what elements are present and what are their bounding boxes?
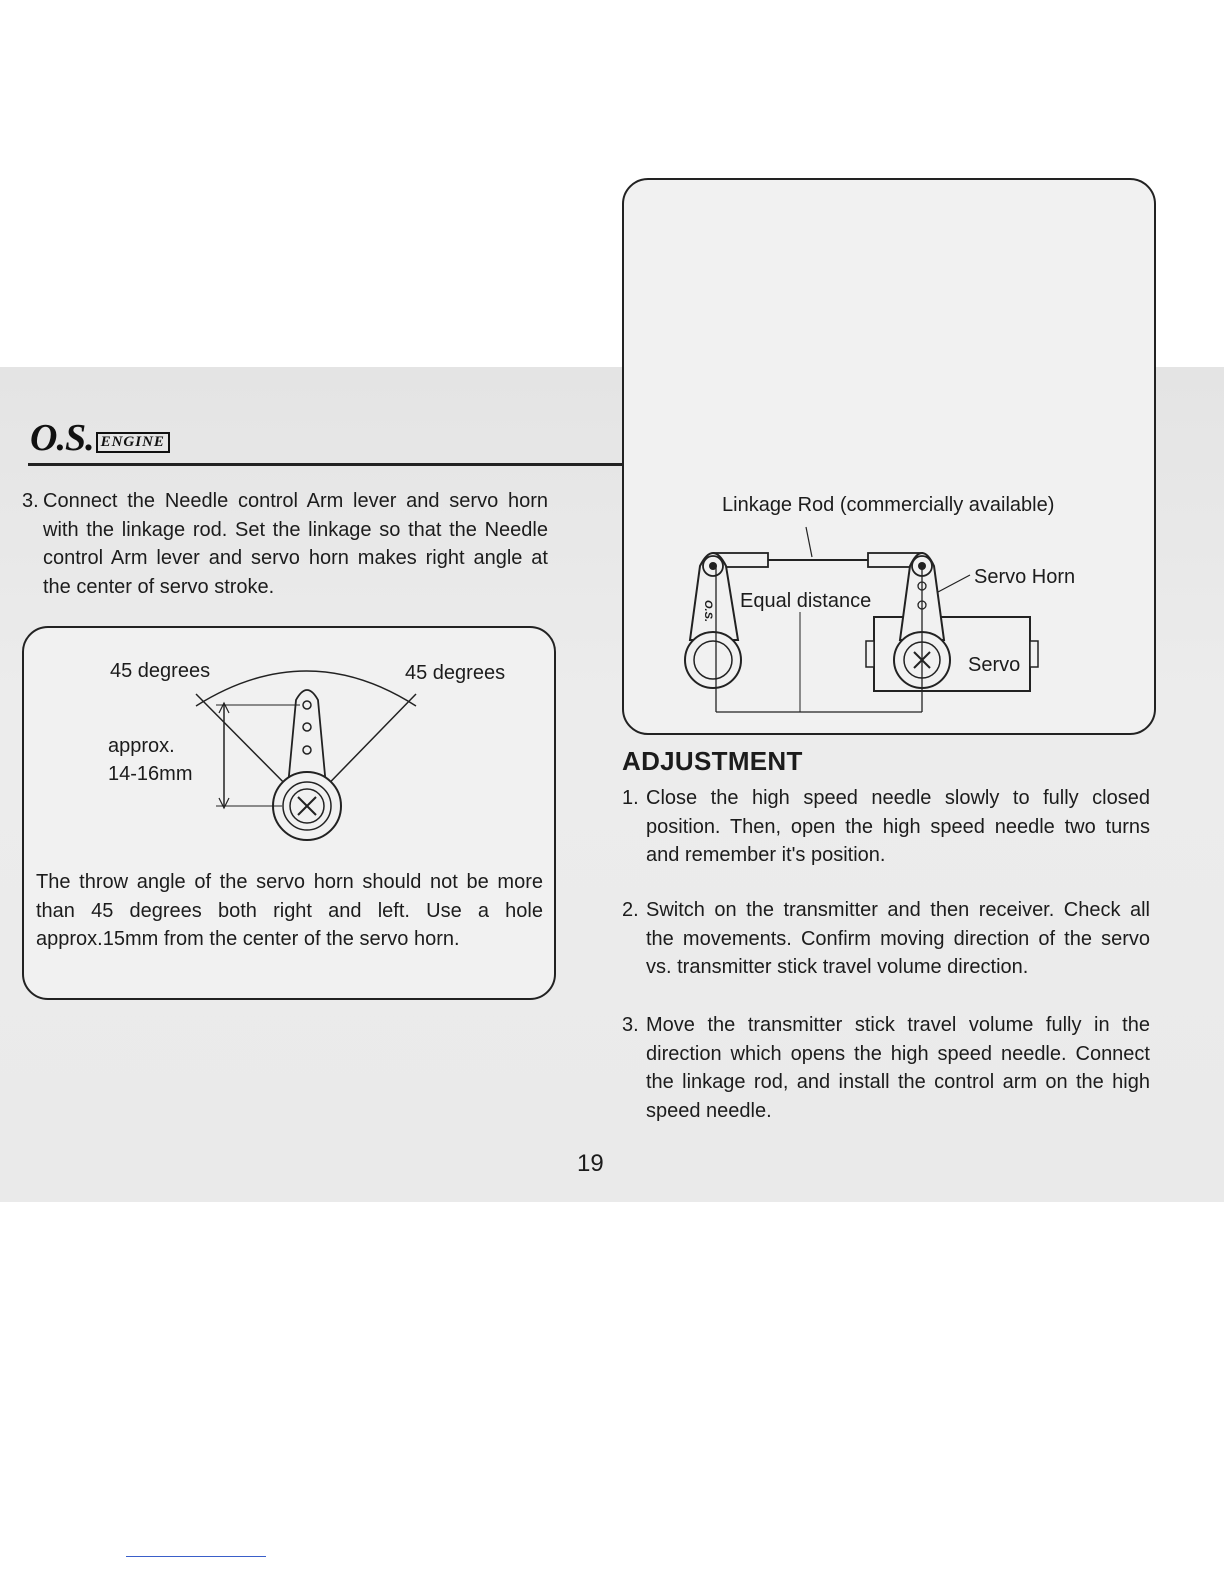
step-3-number: 3. bbox=[22, 490, 39, 512]
step-text: Switch on the transmitter and then receiver. Check all the movements. Confirm moving direction of the servo vs. transmitter stick travel volume direction. bbox=[646, 899, 1150, 978]
adjustment-step-1 bbox=[622, 784, 1150, 870]
equal-distance-label: Equal distance bbox=[740, 590, 872, 612]
servo-label: Servo bbox=[968, 654, 1021, 676]
rod-label-leader bbox=[806, 527, 812, 557]
approx-label: approx. bbox=[108, 735, 175, 757]
servo-mount-tab bbox=[866, 641, 874, 667]
servo-mount-tab bbox=[1030, 641, 1038, 667]
distance-label: 14-16mm bbox=[108, 763, 193, 785]
right-45-label: 45 degrees bbox=[405, 662, 506, 684]
page-number: 19 bbox=[577, 1150, 604, 1177]
step-3-text: Connect the Needle control Arm lever and servo horn with the linkage rod. Set the linkage so that the Needle control Arm lever and servo horn makes right angle at the center of servo stroke. bbox=[43, 490, 548, 598]
throw-angle-note: The throw angle of the servo horn should not be more than 45 degrees both right and left. Use a hole approx.15mm from the center of the servo horn. bbox=[36, 871, 543, 950]
arm-mark: O.S. bbox=[702, 599, 715, 623]
step-number: 2. bbox=[622, 899, 639, 921]
horn-label-leader bbox=[938, 575, 970, 592]
servo-horn-label: Servo Horn bbox=[974, 566, 1076, 588]
footer-link-underline bbox=[126, 1556, 266, 1557]
adjustment-step-3 bbox=[622, 1011, 1150, 1125]
adjustment-step-2 bbox=[622, 896, 1150, 982]
step-text: Move the transmitter stick travel volume fully in the direction which opens the high speed needle. Connect the linkage rod, and install the control arm on the high speed needle. bbox=[646, 1014, 1150, 1122]
left-45-label: 45 degrees bbox=[110, 660, 211, 682]
linkage-rod-label: Linkage Rod (commercially available) bbox=[722, 494, 1055, 516]
os-engine-logo: O.S. ENGINE bbox=[30, 416, 170, 460]
adjustment-heading: ADJUSTMENT bbox=[622, 746, 803, 776]
step-text: Close the high speed needle slowly to fully closed position. Then, open the high speed needle two turns and remember it's position. bbox=[646, 787, 1150, 866]
step-number: 3. bbox=[622, 1014, 639, 1036]
step-number: 1. bbox=[622, 787, 639, 809]
